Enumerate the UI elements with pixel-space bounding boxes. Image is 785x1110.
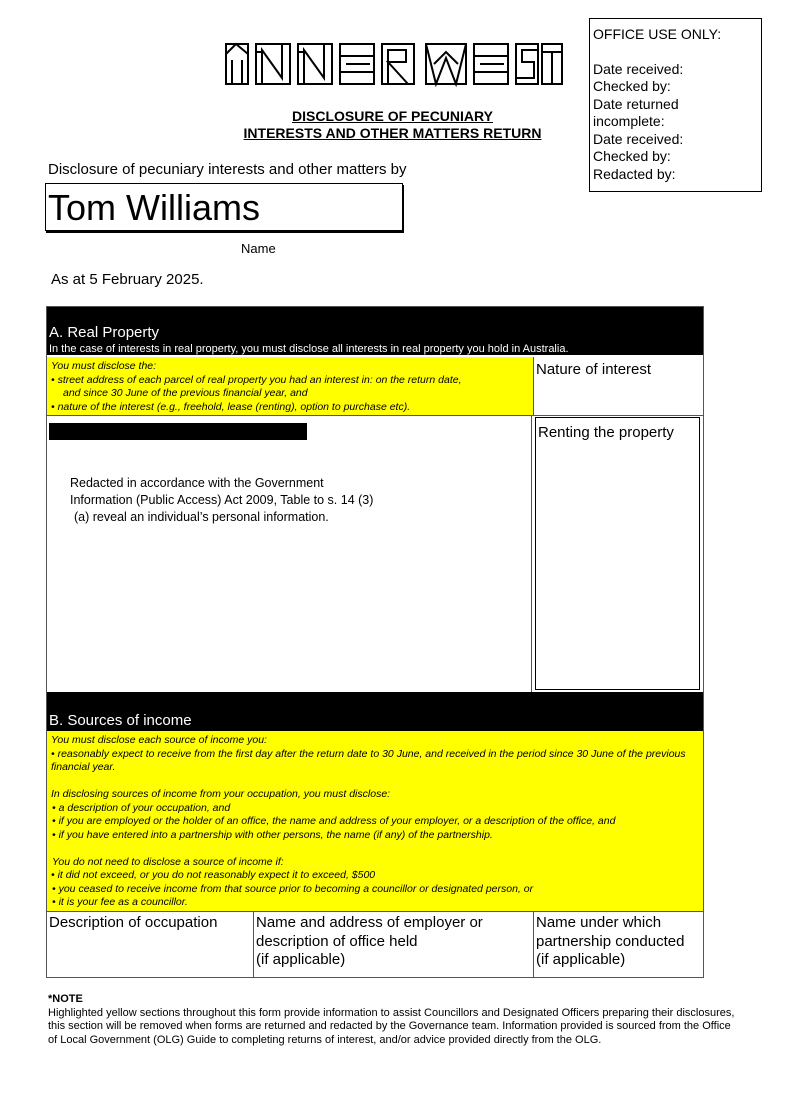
column-header-employer bbox=[253, 912, 533, 978]
office-row: Date received: bbox=[593, 130, 684, 147]
row-divider bbox=[47, 415, 703, 416]
redaction-line: Information (Public Access) Act 2009, Table to s. 14 (3) bbox=[70, 493, 374, 507]
column-header-line: (if applicable) bbox=[256, 951, 346, 968]
section-b-guidance bbox=[47, 731, 703, 911]
column-header-line: Description of occupation bbox=[49, 914, 218, 931]
column-header-occupation bbox=[47, 912, 253, 978]
form-title-line-1: DISCLOSURE OF PECUNIARY bbox=[292, 108, 493, 124]
office-use-heading: OFFICE USE ONLY: bbox=[593, 26, 722, 42]
guidance-line: • if you are employed or the holder of an office, the name and address of your employer, or a description of the office, and bbox=[52, 815, 616, 827]
nature-of-interest-value: Renting the property bbox=[538, 424, 674, 441]
guidance-line: You do not need to disclose a source of income if: bbox=[52, 855, 284, 868]
form-title bbox=[200, 108, 585, 142]
column-header-line: Name and address of employer or bbox=[256, 914, 483, 931]
guidance-line: In disclosing sources of income from your occupation, you must disclose: bbox=[51, 788, 391, 800]
guidance-line: • you ceased to receive income from that source prior to becoming a councillor or designated person, or bbox=[52, 882, 534, 895]
column-divider bbox=[531, 415, 532, 692]
guidance-line: • a description of your occupation, and bbox=[52, 801, 231, 814]
name-value: Tom Williams bbox=[48, 187, 260, 228]
office-row: Date received: bbox=[593, 60, 684, 77]
office-use-box bbox=[589, 18, 762, 192]
office-row: incomplete: bbox=[593, 113, 665, 129]
footnote-body: Highlighted yellow sections throughout this form provide information to assist Councillors and Designated Officers preparing their disclosures, this section will be removed when forms are returned and redacted by the Governance team. Information provided is sourced from the Office of Local Government (OLG) Guide to completing returns of interest, and/or advice provided directly from the OLG. bbox=[48, 1006, 735, 1046]
section-a-title: A. Real Property bbox=[49, 324, 160, 341]
guidance-line: • if you have entered into a partnership with other persons, the name (if any) of the partnership. bbox=[52, 828, 493, 841]
guidance-line: • reasonably expect to receive from the first day after the return date to 30 June, and received in the period since 30 June of the previous financial year. bbox=[51, 747, 686, 773]
as-at-date: As at 5 February 2025. bbox=[51, 271, 204, 288]
guidance-line: and since 30 June of the previous financial year, and bbox=[63, 387, 308, 399]
column-header-line: (if applicable) bbox=[536, 951, 626, 968]
section-a-guidance bbox=[47, 357, 533, 415]
column-header-line: Name under which bbox=[536, 914, 662, 931]
nature-of-interest-field[interactable] bbox=[535, 417, 700, 690]
inner-west-logo bbox=[224, 40, 564, 88]
name-caption: Name bbox=[241, 241, 276, 256]
guidance-line: • nature of the interest (e.g., freehold, lease (renting), option to purchase etc). bbox=[51, 400, 411, 413]
redaction-line: (a) reveal an individual’s personal information. bbox=[74, 510, 329, 524]
office-row: Date returned bbox=[593, 95, 679, 112]
column-header-line: description of office held bbox=[256, 932, 418, 950]
nature-of-interest-heading: Nature of interest bbox=[536, 361, 652, 378]
guidance-line: You must disclose each source of income you: bbox=[51, 734, 267, 746]
guidance-line: • street address of each parcel of real property you had an interest in: on the return date, bbox=[51, 373, 462, 386]
column-divider bbox=[533, 357, 534, 415]
column-header-line: partnership conducted bbox=[536, 932, 685, 950]
redaction-notice bbox=[70, 475, 373, 526]
guidance-line: • it did not exceed, or you do not reasonably expect it to exceed, $500 bbox=[51, 869, 376, 881]
form-title-line-2: INTERESTS AND OTHER MATTERS RETURN bbox=[243, 125, 542, 141]
guidance-line: • it is your fee as a councillor. bbox=[52, 896, 188, 908]
income-table-header bbox=[47, 911, 703, 977]
office-row: Checked by: bbox=[593, 148, 671, 164]
office-row: Checked by: bbox=[593, 78, 671, 94]
column-header-partnership bbox=[533, 912, 703, 978]
intro-text: Disclosure of pecuniary interests and other matters by bbox=[48, 161, 407, 178]
redaction-line: Redacted in accordance with the Government bbox=[70, 476, 324, 490]
redaction-bar bbox=[49, 423, 307, 440]
office-row: Redacted by: bbox=[593, 165, 676, 182]
footnote bbox=[48, 993, 738, 1047]
section-b-title: B. Sources of income bbox=[49, 712, 192, 729]
guidance-line: You must disclose the: bbox=[51, 360, 157, 372]
section-a-subtitle: In the case of interests in real property, you must disclose all interests in real property you hold in Australia. bbox=[49, 343, 569, 355]
footnote-heading: *NOTE bbox=[48, 993, 83, 1005]
